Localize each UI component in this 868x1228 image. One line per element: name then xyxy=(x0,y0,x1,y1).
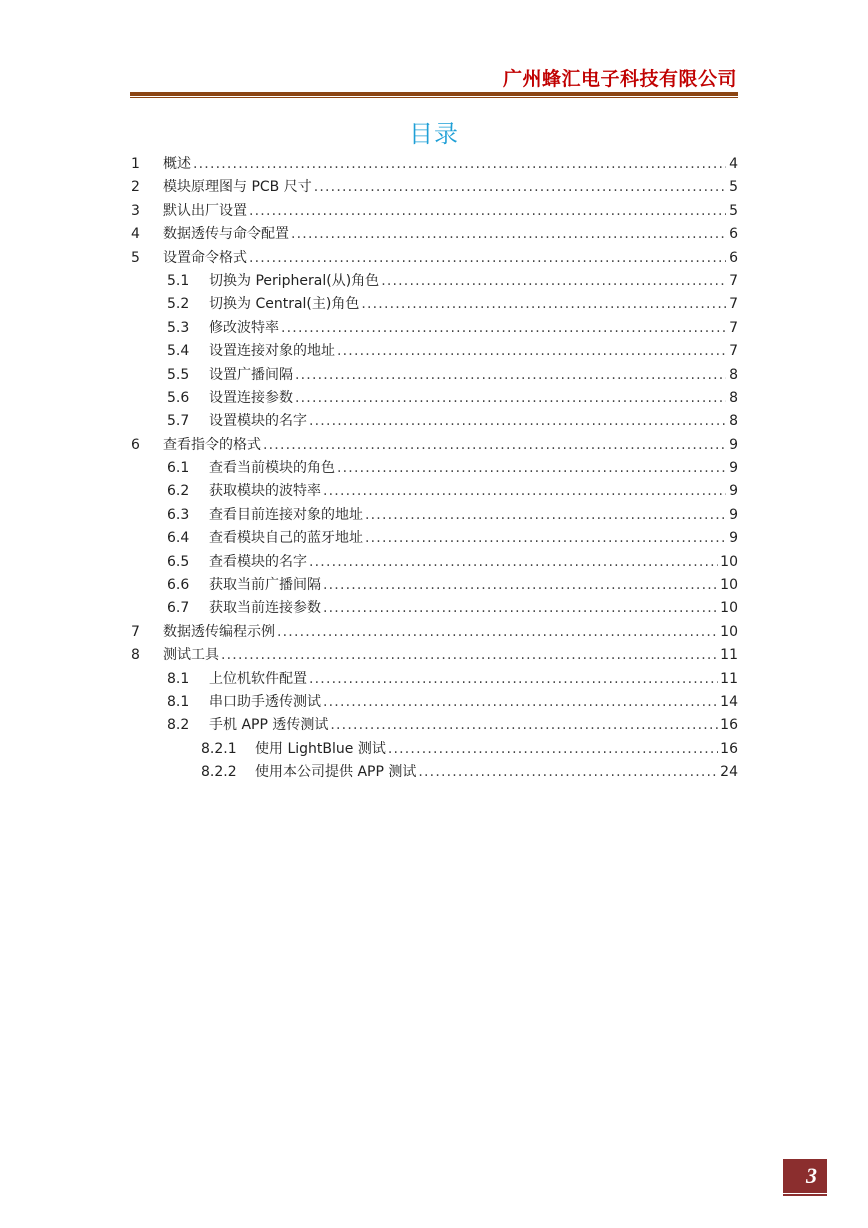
toc-entry-title: 使用 LightBlue 测试 xyxy=(255,738,388,761)
toc-entry-page: 8 xyxy=(729,413,738,430)
toc-entry-body xyxy=(255,738,738,761)
toc-entry-page: 6 xyxy=(729,249,738,266)
toc-entry-number: 5.2 xyxy=(167,296,190,313)
toc-entry-title: 获取模块的波特率 xyxy=(209,480,323,503)
toc-entry[interactable] xyxy=(131,176,738,199)
toc-entry-page: 16 xyxy=(720,717,738,734)
toc-entry-body xyxy=(209,714,738,737)
toc-entry-title: 使用本公司提供 APP 测试 xyxy=(255,761,418,784)
toc-dot-leader xyxy=(309,410,726,433)
toc-entry-number: 5.7 xyxy=(167,413,190,430)
toc-entry-body xyxy=(209,293,738,316)
toc-entry[interactable] xyxy=(131,223,738,246)
toc-entry-number: 6.4 xyxy=(167,530,190,547)
toc-heading: 目录 xyxy=(409,120,459,148)
toc-entry-page: 9 xyxy=(729,530,738,547)
toc-dot-leader xyxy=(277,621,718,644)
toc-entry[interactable] xyxy=(131,293,738,316)
toc-entry-body xyxy=(163,434,738,457)
toc-dot-leader xyxy=(314,176,726,199)
toc-entry-page: 14 xyxy=(720,693,738,710)
toc-entry-number: 6.2 xyxy=(167,483,190,500)
toc-entry-number: 4 xyxy=(131,226,140,243)
toc-entry-body xyxy=(209,387,738,410)
toc-entry-title: 查看目前连接对象的地址 xyxy=(209,504,365,527)
toc-entry[interactable] xyxy=(131,527,738,550)
toc-entry-body xyxy=(163,247,738,270)
toc-dot-leader xyxy=(309,668,718,691)
toc-entry-number: 6 xyxy=(131,436,140,453)
header-rule xyxy=(130,92,738,96)
toc-entry-title: 查看指令的格式 xyxy=(163,434,263,457)
toc-dot-leader xyxy=(330,714,718,737)
toc-entry[interactable] xyxy=(131,551,738,574)
toc-entry-page: 9 xyxy=(729,436,738,453)
toc-entry-body xyxy=(209,480,738,503)
toc-entry[interactable] xyxy=(131,317,738,340)
toc-entry-title: 测试工具 xyxy=(163,644,221,667)
page-badge-rule xyxy=(783,1194,827,1196)
toc-entry-page: 5 xyxy=(729,179,738,196)
toc-entry-title: 查看模块自己的蓝牙地址 xyxy=(209,527,365,550)
toc-entry-page: 7 xyxy=(729,343,738,360)
toc-entry[interactable] xyxy=(131,714,738,737)
toc-entry-body xyxy=(163,153,738,176)
toc-entry-number: 8 xyxy=(131,647,140,664)
toc-entry-number: 1 xyxy=(131,156,140,172)
toc-entry-title: 查看模块的名字 xyxy=(209,551,309,574)
toc-entry-title: 获取当前连接参数 xyxy=(209,597,323,620)
toc-entry-number: 8.1 xyxy=(167,693,190,710)
toc-entry-title: 查看当前模块的角色 xyxy=(209,457,337,480)
toc-dot-leader xyxy=(295,387,726,410)
toc-entry-number: 8.2 xyxy=(167,717,190,734)
toc-entry-body xyxy=(255,761,738,784)
toc-entry-number: 8.2.2 xyxy=(201,764,237,781)
toc-entry-body xyxy=(209,340,738,363)
toc-entry[interactable] xyxy=(131,387,738,410)
toc-entry-page: 9 xyxy=(729,483,738,500)
toc-entry[interactable] xyxy=(131,691,738,714)
toc-entry[interactable] xyxy=(131,644,738,667)
toc-entry-body xyxy=(163,223,738,246)
toc-entry-number: 6.3 xyxy=(167,506,190,523)
toc-entry-body xyxy=(163,621,738,644)
toc-dot-leader xyxy=(281,317,726,340)
toc-entry-title: 获取当前广播间隔 xyxy=(209,574,323,597)
toc-entry[interactable] xyxy=(131,457,738,480)
page-number: 3 xyxy=(806,1163,817,1188)
toc-entry-number: 8.1 xyxy=(167,670,190,687)
toc-entry-body xyxy=(163,176,738,199)
toc-entry-body xyxy=(209,317,738,340)
toc-entry-title: 设置连接对象的地址 xyxy=(209,340,337,363)
toc-entry[interactable] xyxy=(131,364,738,387)
toc-dot-leader xyxy=(295,364,726,387)
toc-entry[interactable] xyxy=(131,480,738,503)
toc-entry-title: 手机 APP 透传测试 xyxy=(209,714,330,737)
toc-entry-page: 6 xyxy=(729,226,738,243)
toc-entry-title: 设置连接参数 xyxy=(209,387,295,410)
toc-entry-page: 7 xyxy=(729,296,738,313)
toc-entry-body xyxy=(209,504,738,527)
toc-entry-page: 9 xyxy=(729,460,738,477)
toc-entry-body xyxy=(163,200,738,223)
toc-entry-title: 数据透传与命令配置 xyxy=(163,223,291,246)
toc-entry-body xyxy=(209,457,738,480)
toc-entry-page: 9 xyxy=(729,506,738,523)
toc-entry-title: 设置模块的名字 xyxy=(209,410,309,433)
toc-entry-body xyxy=(163,644,738,667)
table-of-contents xyxy=(131,153,738,785)
toc-entry-body xyxy=(209,597,738,620)
toc-entry[interactable] xyxy=(131,738,738,761)
toc-entry[interactable] xyxy=(131,504,738,527)
toc-entry-number: 7 xyxy=(131,623,140,640)
toc-entry-page: 10 xyxy=(720,553,738,570)
toc-entry-body xyxy=(209,364,738,387)
toc-entry-page: 10 xyxy=(720,577,738,594)
toc-dot-leader xyxy=(249,200,726,223)
toc-entry-page: 24 xyxy=(720,764,738,781)
toc-entry-title: 概述 xyxy=(163,153,193,176)
toc-entry[interactable] xyxy=(131,597,738,620)
toc-entry-page: 16 xyxy=(720,740,738,757)
toc-entry-body xyxy=(209,574,738,597)
toc-dot-leader xyxy=(337,457,726,480)
toc-entry[interactable] xyxy=(131,668,738,691)
toc-entry[interactable] xyxy=(131,247,738,270)
toc-entry-number: 5 xyxy=(131,249,140,266)
toc-entry[interactable] xyxy=(131,574,738,597)
toc-entry-title: 切换为 Peripheral(从)角色 xyxy=(209,270,381,293)
toc-dot-leader xyxy=(323,574,718,597)
toc-entry[interactable] xyxy=(131,153,738,176)
toc-entry-number: 5.3 xyxy=(167,319,190,336)
toc-entry-number: 2 xyxy=(131,179,140,196)
toc-entry-page: 7 xyxy=(729,272,738,289)
toc-entry-page: 8 xyxy=(729,366,738,383)
toc-entry-number: 5.4 xyxy=(167,343,190,360)
toc-entry-title: 模块原理图与 PCB 尺寸 xyxy=(163,176,314,199)
toc-entry-number: 6.7 xyxy=(167,600,190,617)
toc-entry-page: 10 xyxy=(720,623,738,640)
toc-entry-title: 设置命令格式 xyxy=(163,247,249,270)
toc-dot-leader xyxy=(309,551,718,574)
toc-entry-title: 数据透传编程示例 xyxy=(163,621,277,644)
toc-entry-page: 10 xyxy=(720,600,738,617)
toc-entry-number: 6.6 xyxy=(167,577,190,594)
toc-entry-body xyxy=(209,691,738,714)
toc-entry-page: 7 xyxy=(729,319,738,336)
toc-dot-leader xyxy=(291,223,726,246)
toc-entry-number: 8.2.1 xyxy=(201,740,237,757)
toc-dot-leader xyxy=(263,434,726,457)
toc-dot-leader xyxy=(323,691,718,714)
toc-entry-body xyxy=(209,551,738,574)
toc-dot-leader xyxy=(221,644,718,667)
toc-entry-page: 8 xyxy=(729,389,738,406)
toc-entry-body xyxy=(209,527,738,550)
toc-entry-body xyxy=(209,668,738,691)
toc-entry-body xyxy=(209,270,738,293)
toc-entry-number: 5.1 xyxy=(167,272,190,289)
toc-dot-leader xyxy=(381,270,726,293)
toc-dot-leader xyxy=(249,247,726,270)
toc-entry[interactable] xyxy=(131,434,738,457)
toc-dot-leader xyxy=(388,738,718,761)
toc-dot-leader xyxy=(365,504,726,527)
toc-entry-page: 11 xyxy=(720,647,738,664)
header-rule-thin xyxy=(130,97,738,98)
toc-entry-page: 5 xyxy=(729,202,738,219)
toc-dot-leader xyxy=(365,527,726,550)
toc-dot-leader xyxy=(323,597,718,620)
toc-entry-title: 串口助手透传测试 xyxy=(209,691,323,714)
toc-entry-body xyxy=(209,410,738,433)
toc-dot-leader xyxy=(418,761,718,784)
toc-dot-leader xyxy=(193,153,726,176)
toc-entry-page: 4 xyxy=(729,156,738,172)
toc-dot-leader xyxy=(361,293,726,316)
toc-entry-number: 5.5 xyxy=(167,366,190,383)
toc-entry[interactable] xyxy=(131,410,738,433)
toc-entry-title: 切换为 Central(主)角色 xyxy=(209,293,361,316)
toc-entry[interactable] xyxy=(131,340,738,363)
toc-entry-title: 修改波特率 xyxy=(209,317,281,340)
company-name: 广州蜂汇电子科技有限公司 xyxy=(502,68,737,90)
toc-entry-title: 上位机软件配置 xyxy=(209,668,309,691)
toc-entry-number: 6.1 xyxy=(167,460,190,477)
toc-entry-number: 5.6 xyxy=(167,389,190,406)
toc-dot-leader xyxy=(323,480,726,503)
toc-entry[interactable] xyxy=(131,200,738,223)
toc-entry-title: 默认出厂设置 xyxy=(163,200,249,223)
toc-entry-page: 11 xyxy=(720,670,738,687)
toc-entry[interactable] xyxy=(131,761,738,784)
page-number-badge xyxy=(783,1159,827,1193)
toc-entry-number: 6.5 xyxy=(167,553,190,570)
toc-entry-number: 3 xyxy=(131,202,140,219)
toc-entry[interactable] xyxy=(131,621,738,644)
toc-dot-leader xyxy=(337,340,726,363)
toc-entry-title: 设置广播间隔 xyxy=(209,364,295,387)
toc-entry[interactable] xyxy=(131,270,738,293)
